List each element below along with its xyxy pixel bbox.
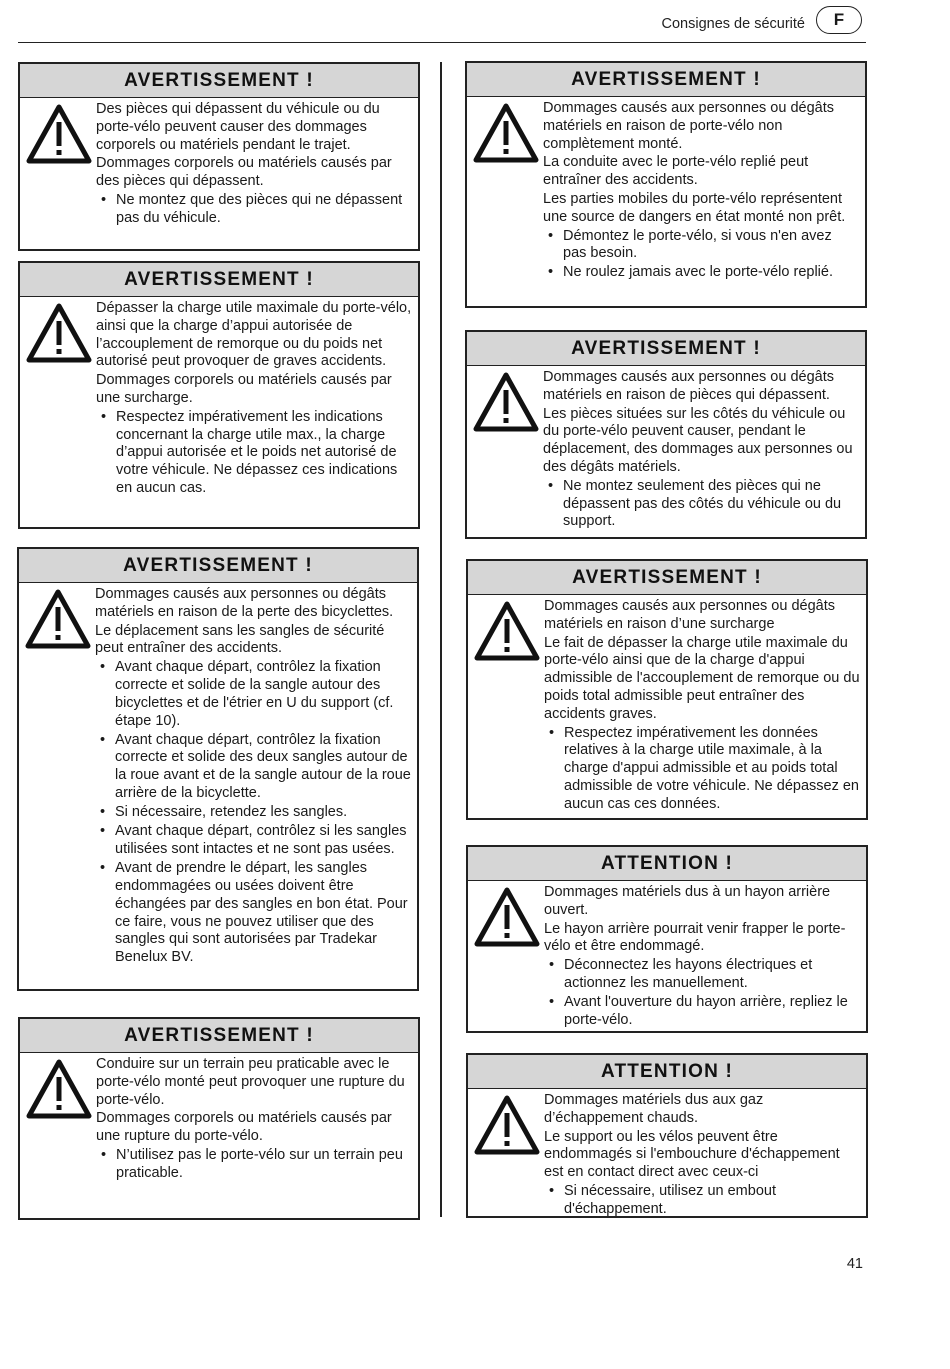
warning-paragraph: Dommages causés aux personnes ou dégâts matériels en raison d’une surcharge [544, 598, 835, 632]
page-number: 41 [846, 1256, 863, 1272]
warning-paragraph: Les parties mobiles du porte-vélo représentent une source de dangers en état monté non prêt. [543, 190, 846, 225]
warning-bullet: • Avant chaque départ, contrôlez la fixation correcte et solide des deux sangles autour de la roue avant et de la sangle autour de la roue arrière de la bicyclette. [95, 732, 411, 803]
warning-triangle-icon [473, 372, 539, 432]
warning-bullet: • Ne montez que des pièces qui ne dépassent pas du véhicule. [96, 192, 412, 228]
warning-paragraph: Dommages causés aux personnes ou dégâts matériels en raison de pièces qui dépassent. [543, 369, 834, 403]
attention-paragraph: Dommages matériels dus aux gaz d’échappement chauds. [544, 1092, 764, 1126]
warning-paragraph: La conduite avec le porte-vélo replié peut entraîner des accidents. [543, 154, 809, 189]
warning-triangle-icon [474, 1095, 540, 1155]
warning-box [18, 62, 420, 251]
attention-paragraph: Dommages matériels dus à un hayon arrière ouvert. [544, 884, 831, 918]
warning-paragraph: Dommages causés aux personnes ou dégâts matériels en raison de la perte des bicyclettes. [95, 586, 394, 620]
warning-paragraph: Dommages corporels ou matériels causés par une surcharge. [96, 372, 392, 406]
warning-title: AVERTISSEMENT ! [468, 561, 866, 595]
header-rule [18, 42, 866, 43]
warning-box [466, 559, 868, 820]
warning-paragraph: Les pièces situées sur les côtés du véhicule ou du porte-vélo peuvent causer, pendant le déplacement, des dommages aux personnes ou des dégâts matériels. [543, 405, 853, 475]
warning-paragraph: Dommages causés aux personnes ou dégâts matériels en raison de porte-vélo non complètement monté. [543, 100, 834, 152]
warning-paragraph: Dommages corporels ou matériels causés par des pièces qui dépassent. [96, 155, 392, 190]
attention-paragraph: Le support ou les vélos peuvent être endommagés si l'embouchure d'échappement est en contact direct avec ceux-ci [544, 1128, 840, 1181]
warning-triangle-icon [473, 103, 539, 163]
language-badge: F [816, 6, 862, 34]
warning-paragraph: Dépasser la charge utile maximale du porte-vélo, ainsi que la charge d’appui autorisée de l’accouplement de remorque ou du poids net autorisé peut provoquer de graves accidents. [96, 300, 412, 370]
warning-title: AVERTISSEMENT ! [467, 63, 865, 97]
warning-bullet: • Ne montez seulement des pièces qui ne dépassent pas des côtés du véhicule ou du support. [543, 478, 859, 531]
attention-bullet: • Si nécessaire, utilisez un embout d'échappement. [544, 1183, 860, 1219]
warning-paragraph: Le déplacement sans les sangles de sécurité peut entraîner des accidents. [95, 622, 385, 657]
warning-box [465, 330, 867, 539]
attention-title: ATTENTION ! [468, 847, 866, 881]
warning-title: AVERTISSEMENT ! [467, 332, 865, 366]
warning-triangle-icon [25, 589, 91, 649]
attention-box [466, 1053, 868, 1218]
attention-title: ATTENTION ! [468, 1055, 866, 1089]
warning-bullet: • Démontez le porte-vélo, si vous n'en avez pas besoin. [543, 228, 859, 264]
warning-triangle-icon [474, 887, 540, 947]
attention-bullet: • Avant l'ouverture du hayon arrière, repliez le porte-vélo. [544, 994, 860, 1030]
warning-paragraph: Le fait de dépasser la charge utile maximale du porte-vélo ainsi que de la charge d'appui admissible de l'accouplement de remorque ou du poids total admissible peut entraîner des accidents graves. [544, 634, 860, 722]
warning-triangle-icon [26, 303, 92, 363]
warning-triangle-icon [474, 601, 540, 661]
warning-bullet: • N’utilisez pas le porte-vélo sur un terrain peu praticable. [96, 1147, 412, 1183]
warning-bullet: • Respectez impérativement les données relatives à la charge utile maximale, à la charge d'appui admissible et au poids total admissible de votre véhicule. Ne dépassez en aucun cas ces données. [544, 725, 860, 814]
column-divider [440, 62, 442, 1217]
warning-bullet: • Respectez impérativement les indications concernant la charge utile max., la charge d’appui autorisée et le poids net autorisé de votre véhicule. Ne dépassez ces indications en aucun cas. [96, 409, 412, 498]
warning-paragraph: Dommages corporels ou matériels causés par une rupture du porte-vélo. [96, 1110, 392, 1145]
attention-paragraph: Le hayon arrière pourrait venir frapper le porte-vélo et être endommagé. [544, 920, 846, 955]
warning-bullet: • Avant chaque départ, contrôlez la fixation correcte et solide de la sangle autour des bicyclettes et de l'étrier en U du support (cf. étape 10). [95, 659, 411, 730]
warning-box [465, 61, 867, 308]
warning-title: AVERTISSEMENT ! [19, 549, 417, 583]
attention-bullet: • Déconnectez les hayons électriques et actionnez les manuellement. [544, 957, 860, 993]
attention-box [466, 845, 868, 1033]
warning-box [17, 547, 419, 991]
warning-title: AVERTISSEMENT ! [20, 1019, 418, 1053]
page-header-title: Consignes de sécurité [661, 16, 805, 32]
warning-paragraph: Conduire sur un terrain peu praticable avec le porte-vélo monté peut provoquer une rupture du porte-vélo. [96, 1056, 405, 1108]
warning-box [18, 261, 420, 529]
warning-triangle-icon [26, 104, 92, 164]
warning-title: AVERTISSEMENT ! [20, 263, 418, 297]
warning-box [18, 1017, 420, 1220]
warning-bullet: • Ne roulez jamais avec le porte-vélo replié. [543, 264, 859, 282]
warning-paragraph: Des pièces qui dépassent du véhicule ou du porte-vélo peuvent causer des dommages corporels ou matériels pendant le trajet. [96, 101, 380, 153]
warning-title: AVERTISSEMENT ! [20, 64, 418, 98]
warning-bullet: • Avant de prendre le départ, les sangles endommagées ou usées doivent être échangées par des sangles en bon état. Pour ce faire, vous ne pouvez utiliser que des sangles qui sont autorisées par Tradekar Benelux BV. [95, 860, 411, 967]
warning-bullet: • Avant chaque départ, contrôlez si les sangles utilisées sont intactes et ne sont pas usées. [95, 823, 411, 859]
warning-triangle-icon [26, 1059, 92, 1119]
warning-bullet: • Si nécessaire, retendez les sangles. [95, 804, 411, 822]
